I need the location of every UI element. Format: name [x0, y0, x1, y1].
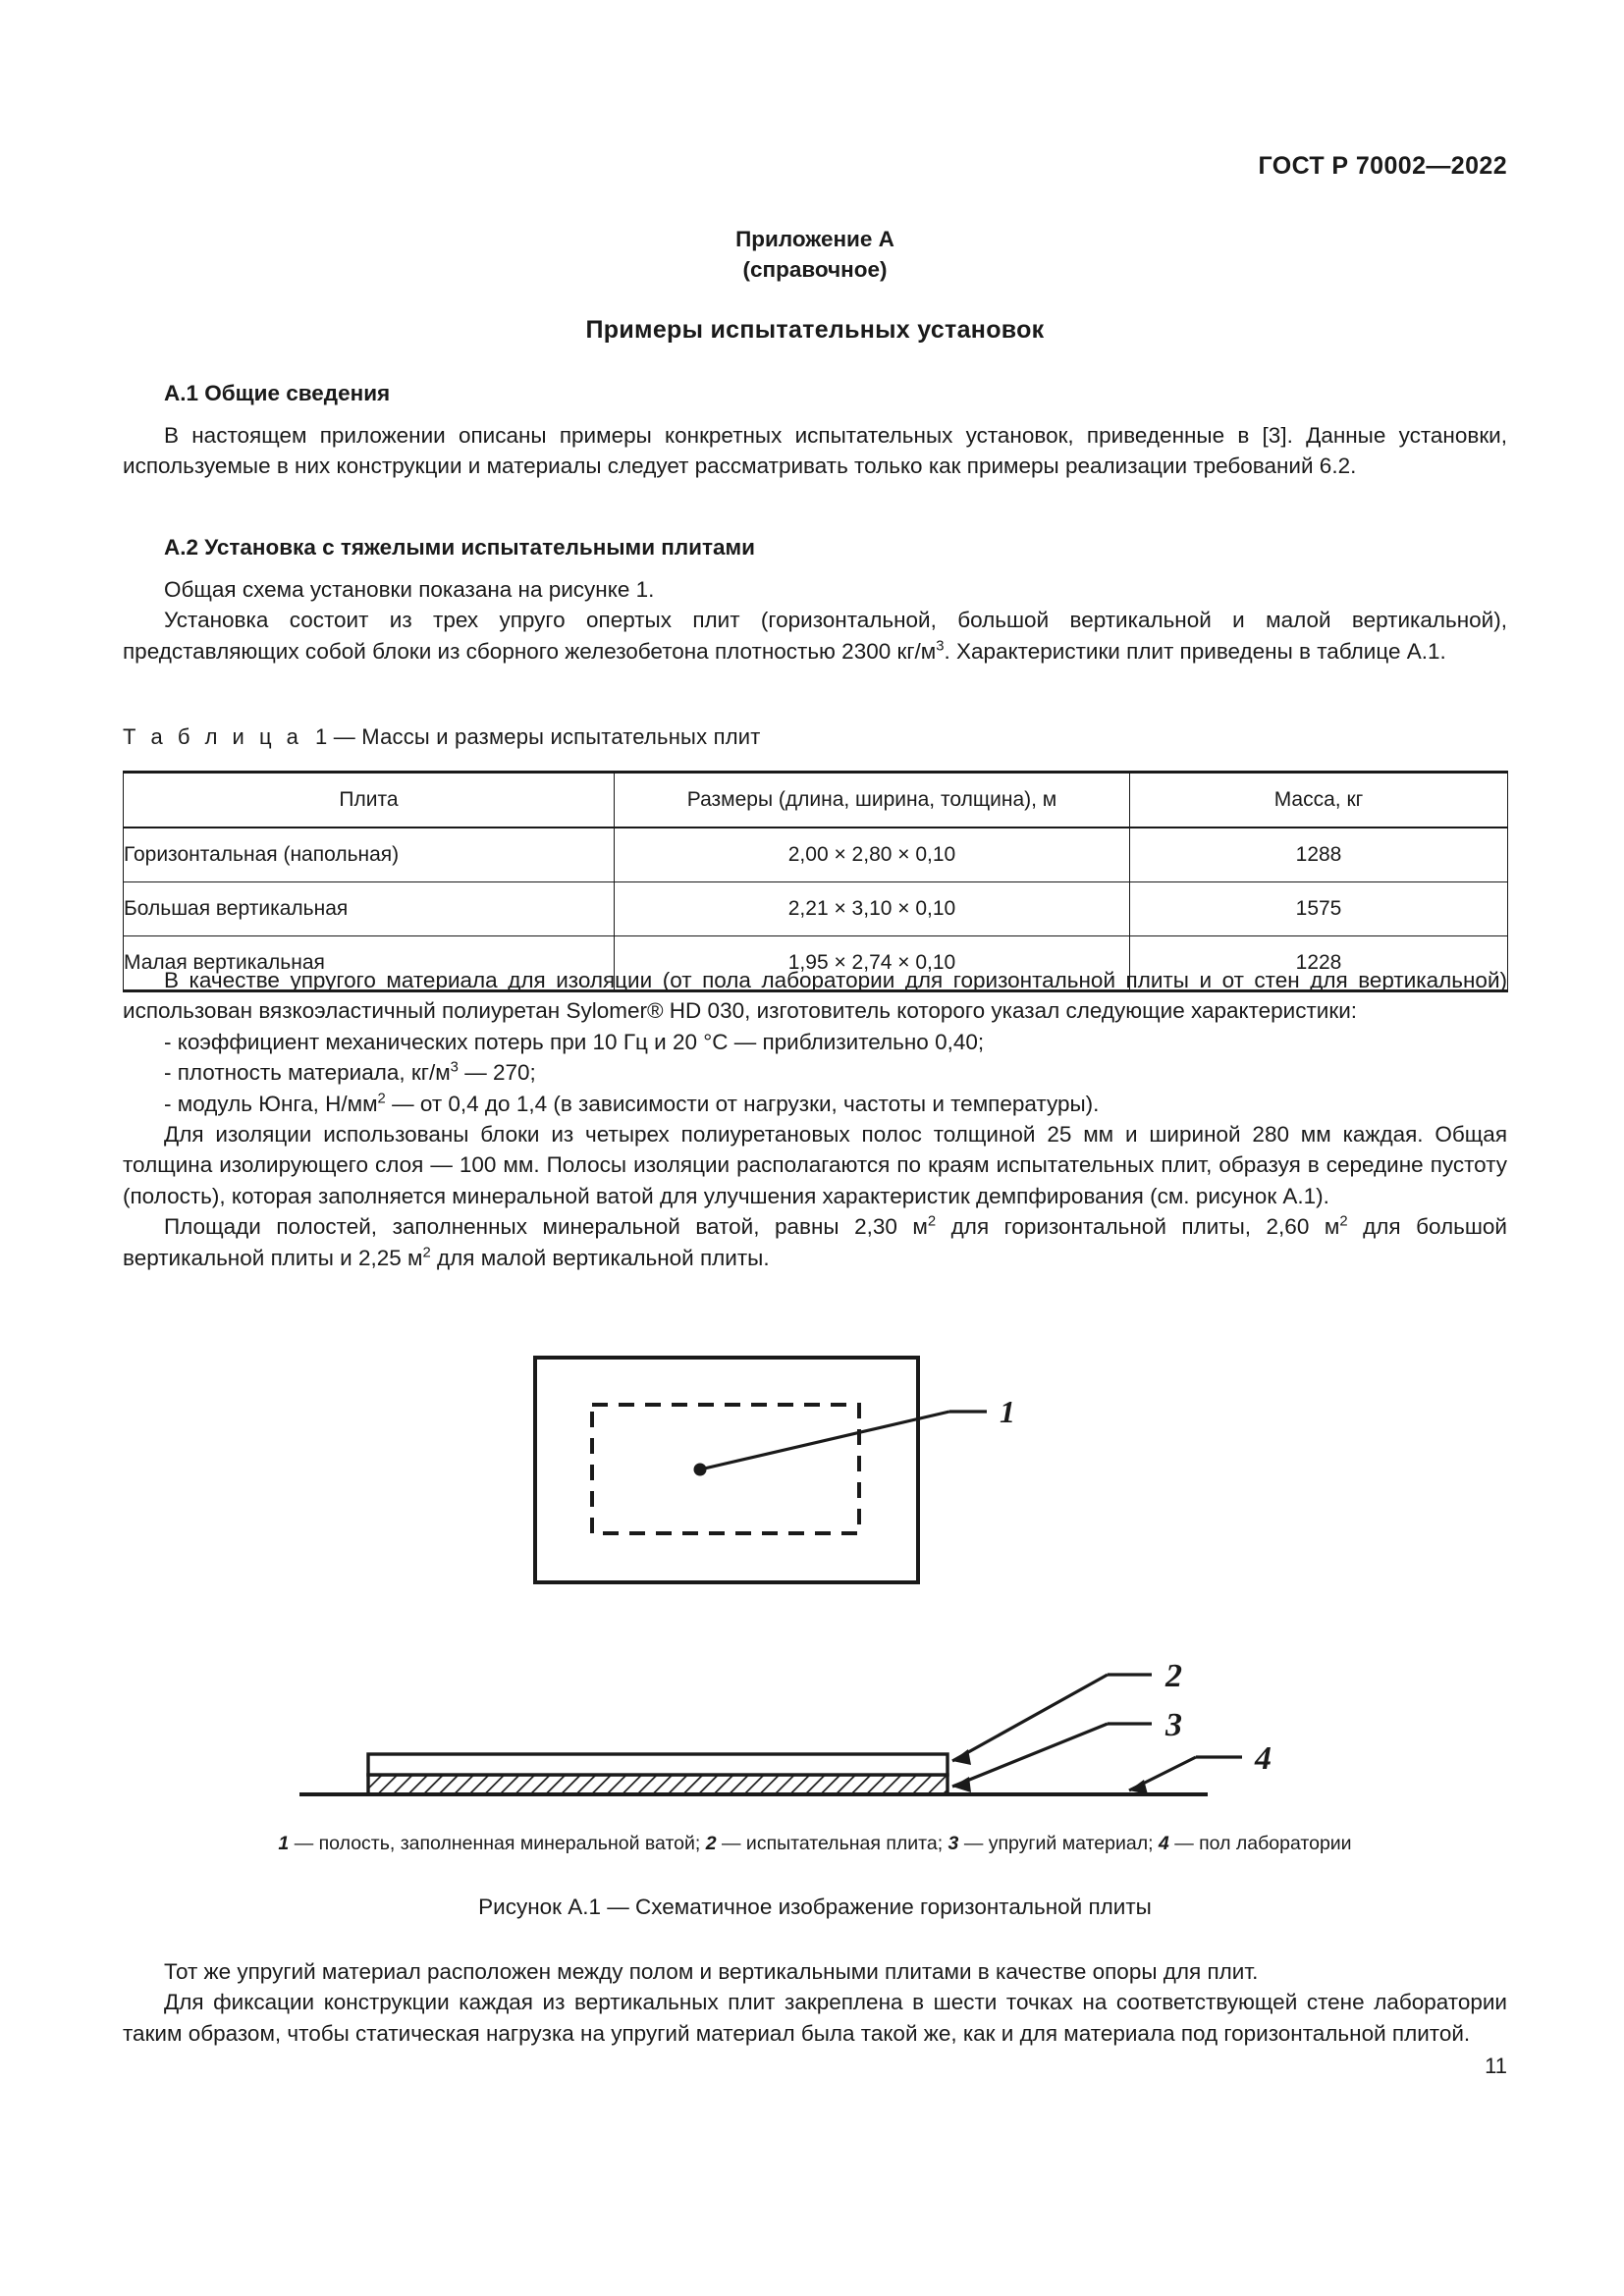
bullet2-superscript: 3 [450, 1059, 459, 1076]
p3-superscript-2: 2 [1339, 1213, 1348, 1230]
figure-section-view [123, 1651, 1507, 1828]
bullet2-text-2: — 270; [458, 1060, 536, 1086]
legend-text-3: — упругий материал; [958, 1833, 1159, 1854]
bullet3-text-2: — от 0,4 до 1,4 (в зависимости от нагрузки, частоты и температуры). [385, 1091, 1100, 1116]
table-header-plate: Плита [124, 773, 615, 828]
material-description [123, 965, 1507, 1273]
document-header: ГОСТ Р 70002—2022 [1258, 152, 1507, 180]
table-row [124, 882, 1508, 936]
table-caption [123, 724, 761, 750]
a2-p2-text-2: . Характеристики плит приведены в таблице А.1. [944, 638, 1446, 664]
legend-num-1: 1 [278, 1833, 290, 1854]
leader-dot-1 [694, 1464, 707, 1476]
table-cell-plate: Малая вертикальная [124, 936, 615, 991]
material-bullet-2 [123, 1057, 1507, 1088]
bullet3-text-1: - модуль Юнга, Н/мм [164, 1091, 378, 1116]
closing-paragraph-1: Тот же упругий материал расположен между полом и вертикальными плитами в качестве опоры для плит. [164, 1959, 1259, 1984]
bullet3-superscript: 2 [377, 1091, 386, 1107]
section-a1-heading: А.1 Общие сведения [164, 381, 391, 405]
table-cell-dimensions: 1,95 × 2,74 × 0,10 [615, 936, 1130, 991]
closing-paragraph-2: Для фиксации конструкции каждая из вертикальных плит закреплена в шести точках на соответствующей стене лаборатории таким образом, чтобы статическая нагрузка на упругий материал была такой же, как и для материала под горизонтальной плитой. [123, 1990, 1507, 2046]
legend-text-2: — испытательная плита; [716, 1833, 948, 1854]
table-cell-plate: Горизонтальная (напольная) [124, 828, 615, 882]
figure-plan-svg [123, 1350, 1507, 1605]
closing-section [123, 1956, 1507, 2049]
leader-line-2 [952, 1675, 1108, 1761]
table-cell-mass: 1288 [1130, 828, 1508, 882]
legend-text-1: — полость, заполненная минеральной ватой; [289, 1833, 706, 1854]
legend-num-4: 4 [1158, 1833, 1169, 1854]
material-paragraph-1: В качестве упругого материала для изоляции (от пола лаборатории для горизонтальной плиты и от стен для вертикальной) использован вязкоэластичный полиуретан Sylomer® HD 030, изготовитель которого указал следующие характеристики: [123, 968, 1507, 1024]
table-cell-dimensions: 2,00 × 2,80 × 0,10 [615, 828, 1130, 882]
p3-superscript-3: 2 [422, 1245, 431, 1261]
figure-legend [123, 1833, 1507, 1855]
table-header-mass: Масса, кг [1130, 773, 1508, 828]
material-bullet-1: - коэффициент механических потерь при 10 Гц и 20 °С — приблизительно 0,40; [164, 1029, 985, 1054]
page-title: Примеры испытательных установок [585, 316, 1045, 344]
p3-text-c: для большой вертикальной плиты и 2,25 м [123, 1214, 1507, 1270]
material-paragraph-2: Для изоляции использованы блоки из четырех полиуретановых полос толщиной 25 мм и шириной 280 мм каждая. Общая толщина изолирующего слоя — 100 мм. Полосы изоляции располагаются по краям испытательных плит, образуя в середине пустоту (полость), которая заполняется минеральной ватой для улучшения характеристик демпфирования (см. рисунок А.1). [123, 1122, 1507, 1208]
table-cell-mass: 1228 [1130, 936, 1508, 991]
section-a1 [123, 381, 1507, 482]
table-caption-number: 1 [315, 724, 328, 749]
p3-superscript-1: 2 [927, 1213, 937, 1230]
section-a2-heading: А.2 Установка с тяжелыми испытательными плитами [164, 535, 755, 560]
figure-callout-1: 1 [1000, 1394, 1015, 1429]
leader-line-3 [952, 1724, 1108, 1787]
test-plate-slab [368, 1754, 947, 1775]
material-paragraph-3 [123, 1211, 1507, 1273]
material-bullet-3 [123, 1089, 1507, 1119]
bullet2-text-1: - плотность материала, кг/м [164, 1060, 451, 1086]
section-a1-paragraph: В настоящем приложении описаны примеры конкретных испытательных установок, приведенные в [3]. Данные установки, используемые в них конструкции и материалы следует рассматривать только как примеры реализации требований 6.2. [123, 423, 1507, 479]
table-cell-dimensions: 2,21 × 3,10 × 0,10 [615, 882, 1130, 936]
elastic-material-layer [368, 1775, 947, 1794]
annex-sublabel: (справочное) [742, 257, 888, 282]
figure-callout-2: 2 [1165, 1658, 1182, 1694]
section-a2-paragraph-1: Общая схема установки показана на рисунке 1. [164, 577, 655, 602]
legend-num-2: 2 [705, 1833, 717, 1854]
table-cell-mass: 1575 [1130, 882, 1508, 936]
legend-num-3: 3 [947, 1833, 959, 1854]
section-a2-paragraph-2 [123, 605, 1507, 667]
p3-text-a: Площади полостей, заполненных минеральной ватой, равны 2,30 м [164, 1214, 928, 1240]
p3-text-b: для горизонтальной плиты, 2,60 м [936, 1214, 1340, 1240]
section-a2 [123, 535, 1507, 667]
a2-p2-superscript: 3 [936, 638, 945, 655]
figure-callout-3: 3 [1165, 1707, 1182, 1743]
table-row [124, 828, 1508, 882]
plates-table [123, 771, 1508, 992]
figure-callout-4: 4 [1255, 1740, 1272, 1777]
arrowhead-2 [952, 1749, 971, 1765]
annex-label: Приложение А [735, 227, 894, 251]
a2-p2-text-1: Установка состоит из трех упруго опертых плит (горизонтальной, большой вертикальной и малой вертикальной), представляющих собой блоки из сборного железобетона плотностью 2300 кг/м [123, 608, 1507, 664]
table-caption-label: Т а б л и ц а [123, 724, 303, 749]
annex-heading [123, 224, 1507, 285]
figure-plan-view [123, 1350, 1507, 1605]
table-header-dimensions: Размеры (длина, ширина, толщина), м [615, 773, 1130, 828]
table-caption-text: — Массы и размеры испытательных плит [333, 724, 761, 749]
page-number: 11 [1485, 2054, 1507, 2078]
p3-text-d: для малой вертикальной плиты. [430, 1245, 770, 1270]
table-cell-plate: Большая вертикальная [124, 882, 615, 936]
legend-text-4: — пол лаборатории [1168, 1833, 1352, 1854]
table-header-row [124, 773, 1508, 828]
figure-title: Рисунок А.1 — Схематичное изображение горизонтальной плиты [478, 1895, 1152, 1919]
figure-section-svg [123, 1651, 1507, 1828]
